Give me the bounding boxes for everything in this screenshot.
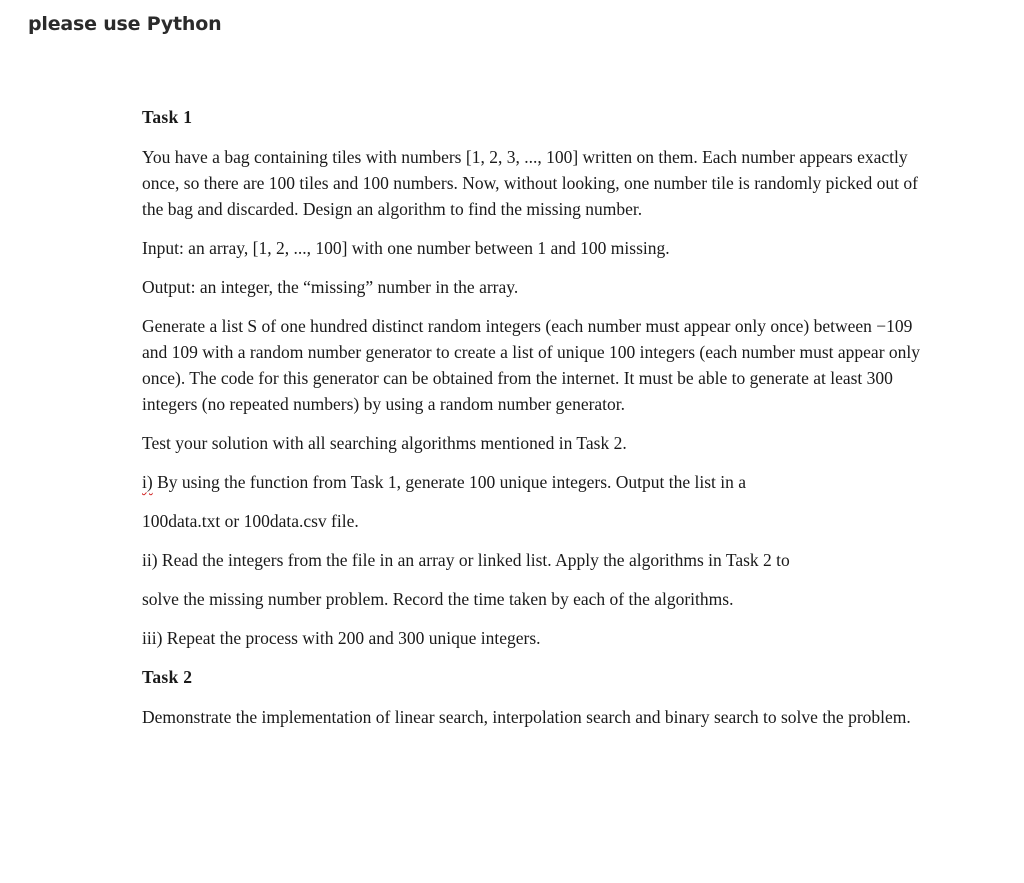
step-i-line-1: [142, 469, 932, 495]
task-1-title: Task 1: [142, 107, 193, 127]
step-iii: iii) Repeat the process with 200 and 300 unique integers.: [142, 628, 541, 648]
task-2-body: Demonstrate the implementation of linear search, interpolation search and binary search to solve the problem.: [142, 707, 911, 727]
task-1-intro: You have a bag containing tiles with numbers [1, 2, 3, ..., 100] written on them. Each number appears exactly once, so there are 100 tiles and 100 numbers. Now, without looking, one number tile is randomly picked out of the bag and discarded. Design an algorithm to find the missing number.: [142, 147, 918, 219]
task-2-title: Task 2: [142, 667, 193, 687]
assignment-document: [142, 104, 932, 743]
task-1-test: Test your solution with all searching algorithms mentioned in Task 2.: [142, 433, 627, 453]
question-header: please use Python: [28, 13, 222, 35]
step-i-text: By using the function from Task 1, generate 100 unique integers. Output the list in a: [152, 472, 747, 492]
task-1-output: Output: an integer, the “missing” number in the array.: [142, 277, 519, 297]
step-i-line-2: 100data.txt or 100data.csv file.: [142, 511, 359, 531]
task-1-generate: Generate a list S of one hundred distinct random integers (each number must appear only once) between −109 and 109 with a random number generator to create a list of unique 100 integers (each number must appear only once). The code for this generator can be obtained from the internet. It must be able to generate at least 300 integers (no repeated numbers) by using a random number generator.: [142, 316, 921, 414]
step-ii-line-1: ii) Read the integers from the file in an array or linked list. Apply the algorithms in Task 2 to: [142, 550, 790, 570]
task-1-input: Input: an array, [1, 2, ..., 100] with one number between 1 and 100 missing.: [142, 238, 670, 258]
step-i-marker: i): [142, 472, 153, 492]
step-ii-line-2: solve the missing number problem. Record the time taken by each of the algorithms.: [142, 589, 734, 609]
